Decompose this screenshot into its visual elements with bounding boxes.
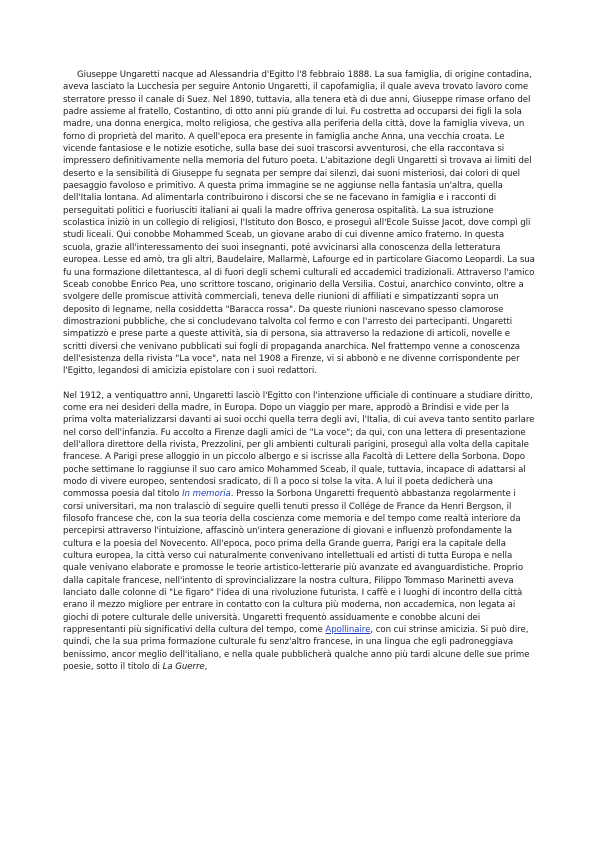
paragraph-biography-egypt: Giuseppe Ungaretti nacque ad Alessandria d'Egitto l'8 febbraio 1888. La sua famiglia, di origine contadina, aveva lasciato la Lucchesia per seguire Antonio Ungaretti, il capofamiglia, il quale aveva trovato lavoro come sterratore presso il canale di Suez. Nel 1890, tuttavia, alla tenera età di due anni, Giuseppe rimase orfano del padre assieme al fratello, Costantino, di otto anni più grande di lui. Fu costretta ad occuparsi dei figli la sola madre, una donna energica, molto religiosa, che gestiva alla periferia della città, dove la famiglia viveva, un forno di proprietà del marito. A quell'epoca era presente in famiglia anche Anna, una vecchia croata. Le vicende fantasiose e le notizie esotiche, sulla base dei suoi trascorsi avventurosi, che ella raccontava si impressero definitivamente nella memoria del futuro poeta. L'abitazione degli Ungaretti si trovava ai limiti del deserto e la sensibilità di Giuseppe fu segnata per sempre dai silenzi, dai suoni misteriosi, dai colori di quel paesaggio favoloso e primitivo. A questa prima immagine se ne aggiunse nella fantasia un'altra, quella dell'Italia lontana. Ad alimentarla contribuirono i discorsi che se ne facevano in famiglia e i racconti di perseguitati politici e fuoriusciti italiani ai quali la madre offriva generosa ospitalità. La sua istruzione scolastica iniziò in un collegio di religiosi, l'Istituto don Bosco, e proseguì all'Ecole Suisse Jacot, dove compì gli studi liceali. Qui conobbe Mohammed Sceab, un giovane arabo di cui divenne amico fraterno. In questa scuola, grazie all'interessamento dei suoi insegnanti, poté avvicinarsi alla conoscenza della letteratura europea. Lesse ed amò, tra gli altri, Baudelaire, Mallarmè, Lafourge ed in particolare Giacomo Leopardi. La sua fu una formazione dilettantesca, al di fuori degli schemi culturali ed accademici tradizionali. Attraverso l'amico Sceab conobbe Enrico Pea, uno scrittore toscano, originario della Versilia. Costui, anarchico convinto, oltre a svolgere delle promiscue attività commerciali, teneva delle riunioni di affiliati e simpatizzanti sopra un deposito di legname, nella cosiddetta "Baracca rossa". Da queste riunioni nascevano spesso clamorose dimostrazioni pubbliche, che si concludevano talvolta col fermo e con l'arresto dei partecipanti. Ungaretti simpatizzò e prese parte a queste attività, sia di persona, sia attraverso la redazione di articoli, novelle e scritti diversi che venivano pubblicati sui fogli di propaganda anarchica. Nel frattempo venne a conoscenza dell'esistenza della rivista "La voce", nata nel 1908 a Firenze, vi si abbonò e ne divenne corrispondente per l'Egitto, legandosi di amicizia epistolare con i suoi redattori. bbox=[63, 70, 535, 377]
la-guerre-title: La Guerre bbox=[162, 662, 205, 673]
paragraph-text-segment: , bbox=[204, 662, 208, 673]
paragraph-text-segment: , con cui strinse amicizia. Si può dire, quindi, che la sua prima formazione culturale fu senz'altro francese, in una lingua che egli padroneggiava benissimo, ancor meglio dell'italiano, e nella quale pubblicherà qualche anno più tardi alcune delle sue prime poesie, sotto il titolo di bbox=[63, 625, 530, 673]
apollinaire-link[interactable]: Apollinaire bbox=[325, 625, 371, 636]
paragraph-text-segment: Nel 1912, a ventiquattro anni, Ungaretti lasciò l'Egitto con l'intenzione ufficiale di continuare a studiare diritto, come era nei desideri della madre, in Europa. Dopo un viaggio per mare, approdò a Brindisi e vide per la prima volta materializzarsi davanti ai suoi occhi quella terra degli avi, l'Italia, di cui aveva tanto sentito parlare nel corso dell'infanzia. Fu accolto a Firenze dagli amici de "La voce"; da qui, con una lettera di presentazione dell'allora direttore della rivista, Prezzolini, per gli ambienti culturali parigini, proseguì alla volta della capitale francese. A Parigi prese alloggio in un piccolo albergo e si iscrisse alla Facoltà di Lettere della Sorbona. Dopo poche settimane lo raggiunse il suo caro amico Mohammed Sceab, il quale, tuttavia, incapace di adattarsi al modo di vivere europeo, sentendosi sradicato, di lì a poco si tolse la vita. A lui il poeta dedicherà una commossa poesia dal titolo bbox=[63, 390, 535, 500]
paragraph-biography-europe bbox=[63, 390, 535, 674]
in-memoria-link[interactable]: In memoria bbox=[182, 489, 231, 500]
document-page bbox=[63, 69, 535, 674]
paragraph-text-segment: . Presso la Sorbona Ungaretti frequentò abbastanza regolarmente i corsi universitari, ma non tralasciò di seguire quelli tenuti presso il Collége de France da Henri Bergson, il filosofo francese che, con la sua teoria della coscienza come memoria e del tempo come realtà interiore da percepirsi attraverso l'intuizione, affascinò un'intera generazione di giovani e influenzò profondamente la cultura e la poesia del Novecento. All'epoca, poco prima della Grande guerra, Parigi era la capitale della cultura europea, la città verso cui naturalmente convenivano intellettuali ed artisti di tutta Europa e nella quale venivano elaborate e promosse le teorie artistico-letterarie più avanzate ed avanguardistiche. Proprio dalla capitale francese, nell'intento di sprovincializzare la nostra cultura, Filippo Tommaso Marinetti aveva lanciato dalle colonne di "Le figaro" l'idea di una rivoluzione futurista. I caffè e i luoghi di incontro della città erano il mezzo migliore per entrare in contatto con la cultura più moderna, non accademica, non legata ai giochi di potere culturale delle università. Ungaretti frequentò assiduamente e conobbe alcuni dei rappresentanti più significativi della cultura del tempo, come bbox=[63, 489, 524, 636]
